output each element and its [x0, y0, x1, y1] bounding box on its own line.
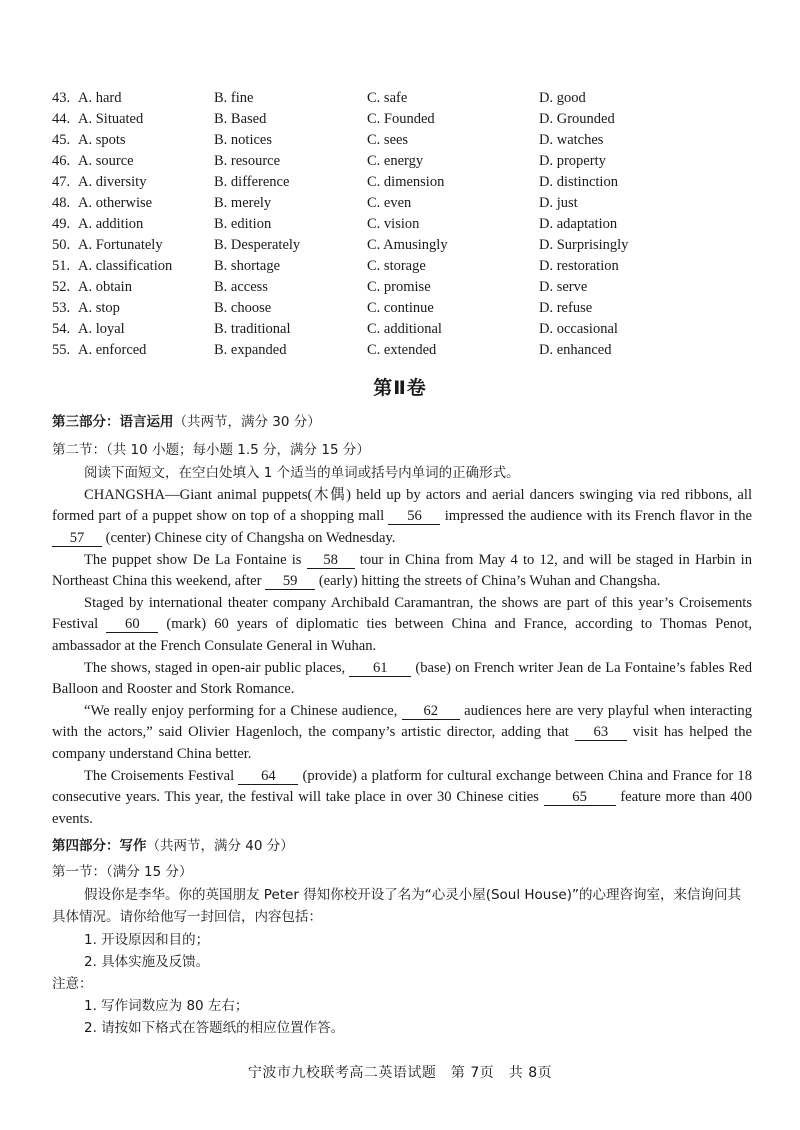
blank-65[interactable]: 65	[544, 789, 616, 806]
choice-row: 51. A. classification B. shortage C. storage D. restoration	[52, 258, 619, 274]
blank-57[interactable]: 57	[52, 530, 102, 547]
prompt-item-1: 1. 开设原因和目的；	[84, 932, 210, 948]
blank-56[interactable]: 56	[388, 508, 440, 525]
choice-row: 49. A. addition B. edition C. vision D. adaptation	[52, 216, 618, 232]
passage-paragraph-4: The shows, staged in open-air public places, 61 (base) on French writer Jean de La Fontaine’s fables Red Balloon and Rooster and Stork Romance.	[52, 660, 753, 698]
choice-row: 52. A. obtain B. access C. promise D. serve	[52, 279, 588, 295]
blank-63[interactable]: 63	[575, 724, 627, 741]
blank-60[interactable]: 60	[106, 616, 158, 633]
choice-row: 53. A. stop B. choose C. continue D. refuse	[52, 300, 593, 316]
choice-row: 46. A. source B. resource C. energy D. property	[52, 153, 606, 169]
note-label: 注意：	[52, 976, 93, 992]
passage-paragraph-2: The puppet show De La Fontaine is 58 tour in China from May 4 to 12, and will be staged in Harbin in Northeast China this weekend, after 59 (early) hitting the streets of China’s Wuhan and Changsha.	[52, 552, 752, 590]
choice-row: 54. A. loyal B. traditional C. additional D. occasional	[52, 321, 618, 337]
choice-row: 47. A. diversity B. difference C. dimension D. distinction	[52, 174, 618, 190]
blank-61[interactable]: 61	[349, 660, 411, 677]
part3-heading: 第三部分：语言运用（共两节，满分 30 分）	[52, 414, 321, 430]
part3-instruction: 阅读下面短文，在空白处填入 1 个适当的单词或括号内单词的正确形式。	[84, 465, 520, 481]
choice-list	[52, 88, 752, 361]
choice-row: 55. A. enforced B. expanded C. extended D. enhanced	[52, 342, 612, 358]
part4-section1: 第一节：（满分 15 分）	[52, 864, 193, 880]
choice-row: 45. A. spots B. notices C. sees D. watches	[52, 132, 604, 148]
writing-prompt: 假设你是李华。你的英国朋友 Peter 得知你校开设了名为“心灵小屋(Soul House)”的心理咨询室，来信询问其具体情况。请你给他写一封回信，内容包括：	[52, 887, 741, 925]
choice-row: 43. A. hard B. fine C. safe D. good	[52, 90, 586, 106]
part4-heading: 第四部分：写作（共两节，满分 40 分）	[52, 838, 294, 854]
prompt-item-2: 2. 具体实施及反馈。	[84, 954, 210, 970]
blank-58[interactable]: 58	[307, 552, 355, 569]
note-item-1: 1. 写作词数应为 80 左右；	[84, 998, 249, 1014]
page-footer: 宁波市九校联考高二英语试题 第 7页 共 8页	[247, 1065, 553, 1081]
passage-paragraph-6: The Croisements Festival 64 (provide) a platform for cultural exchange between China and France for 18 consecutive years. This year, the festival will take place in over 30 Chinese cities 65 feature more than 400 events.	[52, 768, 752, 827]
passage-paragraph-5: “We really enjoy performing for a Chinese audience, 62 audiences here are very playful when interacting with the actors,” said Olivier Hagenloch, the company’s artistic director, adding that 63 visit has helped the company understand China better.	[52, 703, 753, 762]
part3-section2: 第二节：（共 10 小题；每小题 1.5 分，满分 15 分）	[52, 442, 370, 458]
choice-row: 44. A. Situated B. Based C. Founded D. Grounded	[52, 111, 615, 127]
choice-row: 48. A. otherwise B. merely C. even D. just	[52, 195, 578, 211]
blank-59[interactable]: 59	[265, 573, 315, 590]
blank-62[interactable]: 62	[402, 703, 460, 720]
volume-title: 第Ⅱ卷	[373, 377, 427, 399]
choice-row: 50. A. Fortunately B. Desperately C. Amusingly D. Surprisingly	[52, 237, 629, 253]
passage-paragraph-1: CHANGSHA—Giant animal puppets(木偶) held up by actors and aerial dancers swinging via red ribbons, all formed part of a puppet show on top of a shopping mall 56 impressed the audience with its French flavor in the 57 (center) Chinese city of Changsha on Wednesday.	[52, 487, 752, 546]
note-item-2: 2. 请按如下格式在答题纸的相应位置作答。	[84, 1020, 345, 1036]
blank-64[interactable]: 64	[238, 768, 298, 785]
passage-paragraph-3: Staged by international theater company Archibald Caramantran, the shows are part of this year’s Croisements Festival 60 (mark) 60 years of diplomatic ties between China and France, according to Thomas Penot, ambassador at the French Consulate General in Wuhan.	[52, 595, 752, 654]
